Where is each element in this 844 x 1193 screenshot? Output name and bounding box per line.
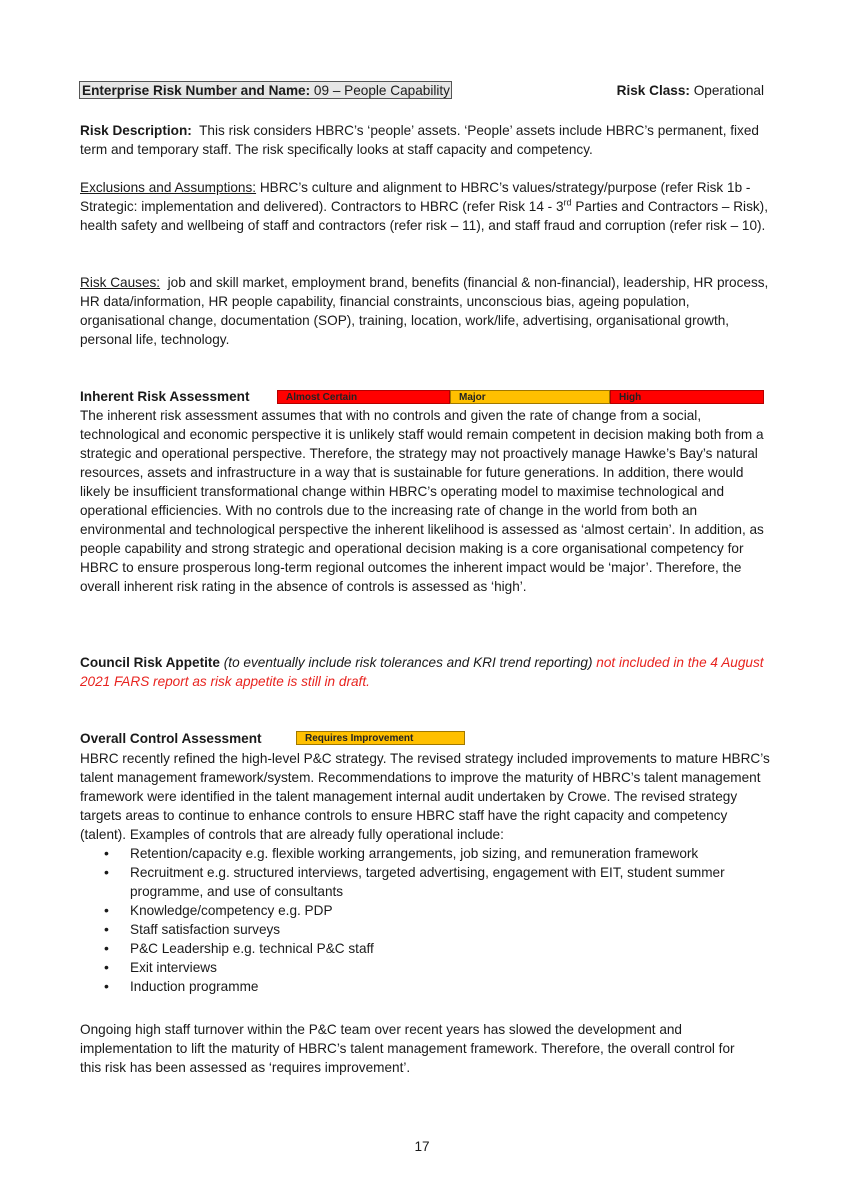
risk-name-value: 09 – People Capability bbox=[313, 83, 450, 98]
risk-appetite-title: Council Risk Appetite bbox=[80, 655, 220, 670]
rating-badge: High bbox=[610, 390, 764, 404]
list-item: • Retention/capacity e.g. flexible working arrangements, job sizing, and remuneration framework bbox=[80, 844, 770, 863]
control-title-text: Overall Control Assessment bbox=[80, 731, 262, 746]
list-item: • Induction programme bbox=[80, 977, 770, 996]
list-item: • Staff satisfaction surveys bbox=[80, 920, 770, 939]
list-item: • P&C Leadership e.g. technical P&C staff bbox=[80, 939, 770, 958]
risk-class bbox=[617, 82, 764, 99]
risk-description bbox=[80, 121, 770, 159]
exclusions-text-b: Parties and Contractors – Risk), health safety and wellbeing of staff and contractors (refer risk – 11), and staff fraud and corruption (refer risk – 10). bbox=[80, 199, 768, 233]
risk-causes-text: job and skill market, employment brand, benefits (financial & non-financial), leadership, HR process, HR data/information, HR people capability, financial constraints, unconscious bias, ageing population, organisational change, documentation (SOP), training, location, work/life, advertising, organisational growth, personal life, technology. bbox=[80, 275, 769, 347]
control-closing: Ongoing high staff turnover within the P&C team over recent years has slowed the development and implementation to lift the maturity of HBRC’s talent management framework. Therefore, the overall control for this risk has been assessed as ‘requires improvement’. bbox=[80, 1022, 735, 1075]
risk-class-label: Risk Class: bbox=[616, 83, 690, 98]
risk-causes bbox=[80, 273, 770, 349]
exclusions-sup: rd bbox=[563, 197, 572, 208]
inherent-title bbox=[80, 387, 249, 406]
control-rating-badge: Requires Improvement bbox=[296, 731, 465, 745]
risk-description-text: This risk considers HBRC’s ‘people’ assets. ‘People’ assets include HBRC’s permanent, fixed term and temporary staff. The risk specifically looks at staff capacity and competency. bbox=[80, 123, 759, 157]
risk-appetite-note: not included in the 4 August 2021 FARS report as risk appetite is still in draft. bbox=[80, 655, 764, 689]
list-item: • Recruitment e.g. structured interviews, targeted advertising, engagement with EIT, student summer programme, and use of consultants bbox=[80, 863, 770, 901]
control-title bbox=[80, 729, 262, 748]
controls-list bbox=[80, 844, 770, 996]
risk-name-label: Enterprise Risk Number and Name: bbox=[82, 83, 311, 98]
impact-badge: Major bbox=[450, 390, 610, 404]
inherent-text: The inherent risk assessment assumes that with no controls and given the rate of change from a social, technological and economic perspective it is unlikely staff would remain competent in decision making both from a strategic and operational perspective. Therefore, the strategy may not proactively manage Hawke’s Bay’s natural resources, assets and infrastructure in a way that is sustainable for future generations. In addition, there would likely be insufficient transformational change within HBRC’s operating model to maximise technological and operational efficiencies. With no controls due to the increasing rate of change in the world from both an environmental and technological perspective the inherent likelihood is assessed as ‘almost certain’. In addition, as people capability and strong strategic and operational decision making is a core organisational competency for HBRC to ensure prosperous long-term regional outcomes the inherent impact would be ‘major’. Therefore, the overall inherent risk rating in the absence of controls is assessed as ‘high’. bbox=[80, 408, 764, 594]
risk-causes-label: Risk Causes: bbox=[80, 275, 161, 290]
risk-name-box bbox=[79, 81, 452, 99]
list-item: • Knowledge/competency e.g. PDP bbox=[80, 901, 770, 920]
risk-appetite-italic: (to eventually include risk tolerances and KRI trend reporting) bbox=[223, 655, 593, 670]
risk-appetite bbox=[80, 653, 770, 691]
exclusions-assumptions bbox=[80, 178, 770, 235]
likelihood-badge: Almost Certain bbox=[277, 390, 450, 404]
exclusions-label: Exclusions and Assumptions: bbox=[80, 180, 257, 195]
control-text: HBRC recently refined the high-level P&C strategy. The revised strategy included improvements to mature HBRC’s talent management framework/system. Recommendations to improve the maturity of HBRC’s talent management framework were identified in the talent management internal audit undertaken by Crowe. The revised strategy targets areas to continue to enhance controls to ensure HBRC staff have the right capacity and competency (talent). Examples of controls that are already fully operational include: bbox=[80, 751, 770, 842]
page-number: 17 bbox=[414, 1139, 430, 1154]
exclusions-text-a: HBRC’s culture and alignment to HBRC’s values/strategy/purpose (refer Risk 1b - Strategic: implementation and delivered). Contractors to HBRC (refer Risk 14 - 3 bbox=[80, 180, 751, 214]
risk-class-value: Operational bbox=[693, 83, 764, 98]
controls-list-container bbox=[80, 844, 770, 996]
list-item: • Exit interviews bbox=[80, 958, 770, 977]
inherent-title-text: Inherent Risk Assessment bbox=[80, 389, 250, 404]
risk-description-label: Risk Description: bbox=[80, 123, 192, 138]
